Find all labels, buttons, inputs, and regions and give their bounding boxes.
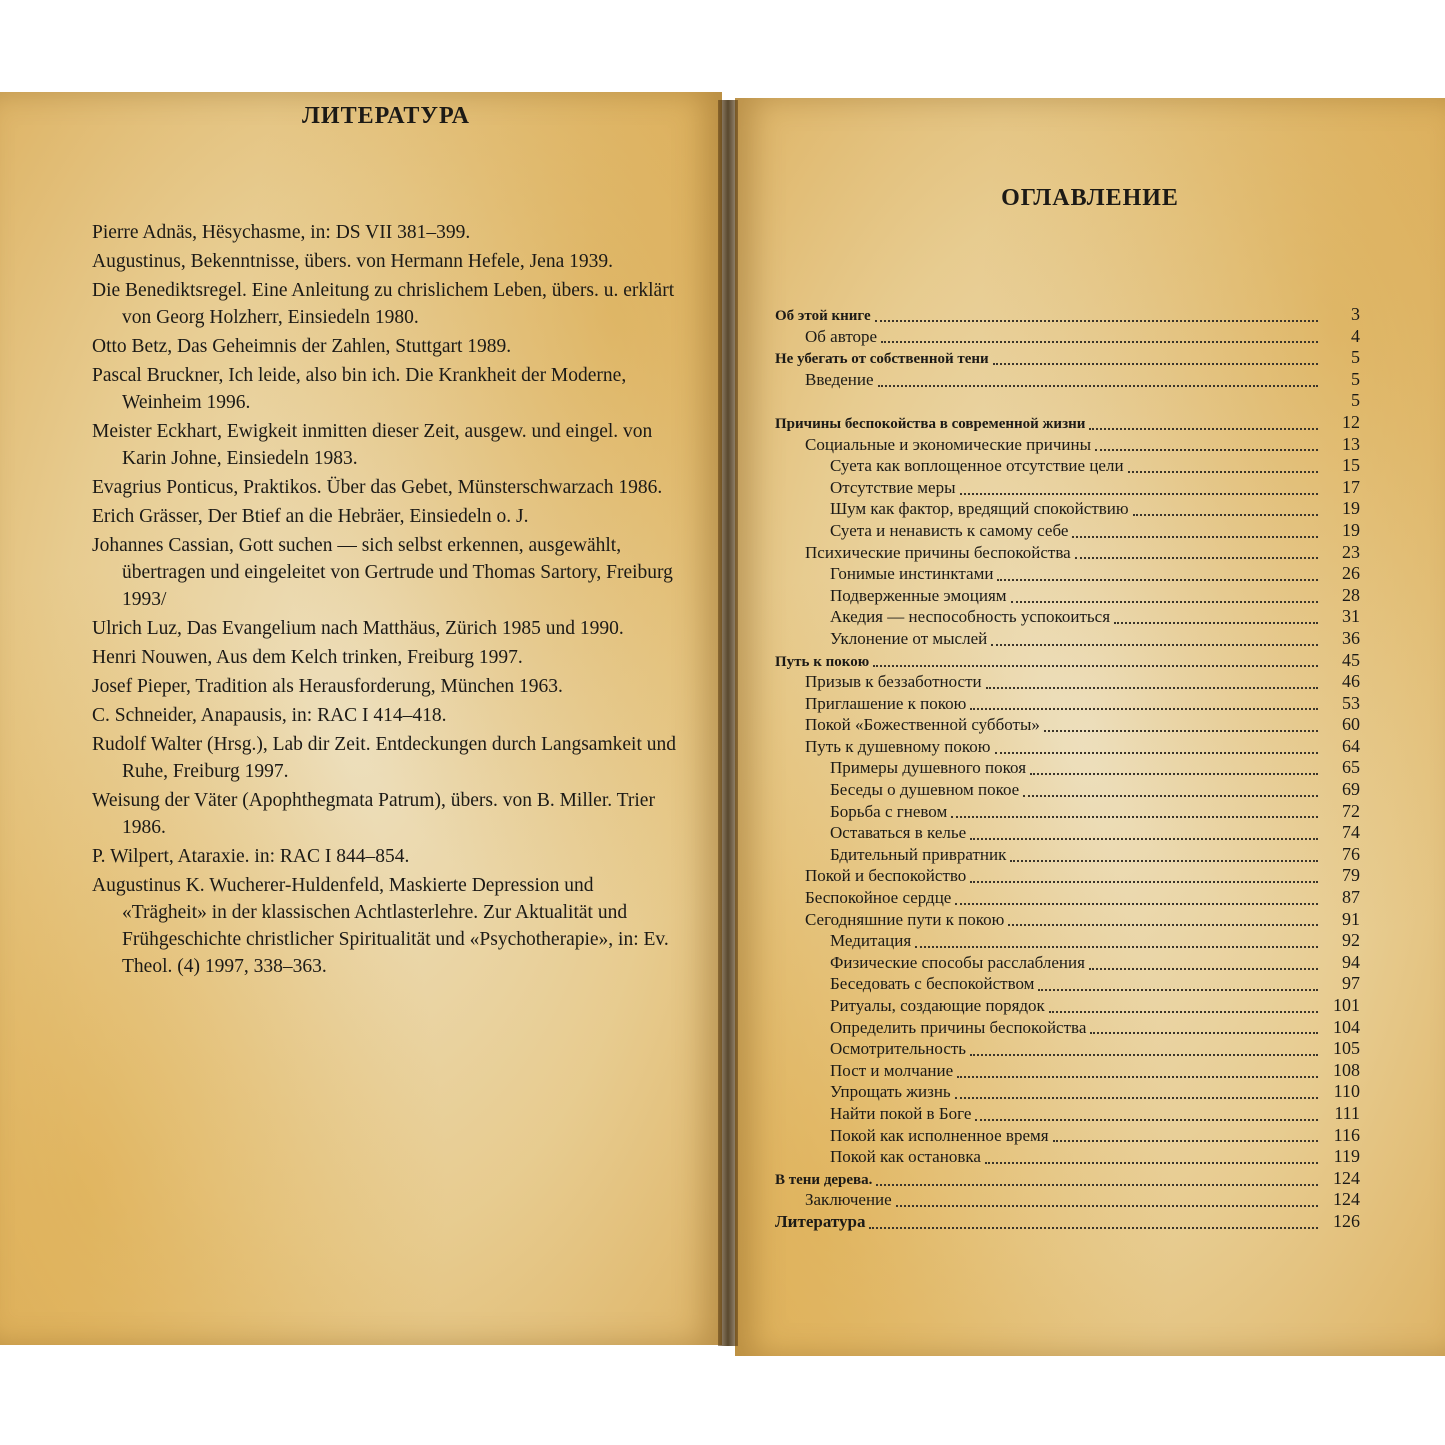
toc-leader-dots	[995, 740, 1318, 754]
toc-leader-dots	[1128, 459, 1318, 473]
toc-entry	[775, 714, 1360, 736]
toc-page-number: 5	[1351, 347, 1360, 368]
toc-page-number: 23	[1342, 541, 1360, 562]
toc-entry	[775, 779, 1360, 801]
toc-entry	[775, 865, 1360, 887]
toc-entry-title: Ритуалы, создающие порядок	[830, 996, 1045, 1015]
toc-entry	[775, 801, 1360, 823]
toc-leader-dots	[970, 826, 1318, 840]
toc-page-number: 53	[1342, 692, 1360, 713]
bibliography-entry: Pascal Bruckner, Ich leide, also bin ich. Die Krankheit der Moderne, Weinheim 1996.	[92, 365, 627, 413]
toc-entry-title: Суета как воплощенное отсутствие цели	[830, 456, 1124, 476]
toc-leader-dots	[970, 1042, 1318, 1056]
toc-entry-title: Покой как исполненное время	[830, 1125, 1049, 1145]
toc-entry-title: Пост и молчание	[830, 1060, 954, 1080]
toc-entry	[775, 952, 1360, 974]
toc-entry-title: Об авторе	[805, 326, 878, 346]
toc-entry	[775, 477, 1360, 499]
bibliography-title: ЛИТЕРАТУРА	[302, 103, 470, 129]
toc-entry-title: Сегодняшние пути к покою	[805, 909, 1005, 929]
toc-leader-dots	[951, 804, 1318, 818]
toc-page-number: 104	[1333, 1016, 1360, 1037]
bibliography-entry: Evagrius Ponticus, Praktikos. Über das Gebet, Münsterschwarzach 1986.	[92, 477, 663, 498]
toc-page-number: 15	[1342, 455, 1360, 476]
toc-page-number: 91	[1342, 908, 1360, 929]
toc-entry	[775, 844, 1360, 866]
toc-entry-title: Гонимые инстинктами	[830, 564, 994, 584]
toc-entry	[775, 455, 1360, 477]
toc-page-number: 116	[1333, 1124, 1360, 1145]
right-page-content	[735, 98, 1445, 1356]
toc-page-number: 74	[1342, 822, 1360, 843]
toc-entry-title: Отсутствие меры	[830, 477, 956, 497]
toc-leader-dots	[1075, 545, 1318, 559]
table-of-contents	[775, 304, 1360, 1233]
toc-page-number: 17	[1342, 476, 1360, 497]
toc-entry	[775, 390, 1360, 412]
toc-entry	[775, 1060, 1360, 1082]
toc-entry-title: Не убегать от собственной тени	[775, 351, 989, 368]
toc-page-number: 19	[1342, 498, 1360, 519]
toc-entry	[775, 1081, 1360, 1103]
toc-leader-dots	[1023, 783, 1318, 797]
toc-leader-dots	[875, 308, 1318, 322]
toc-entry	[775, 585, 1360, 607]
toc-entry	[775, 671, 1360, 693]
toc-entry	[775, 1125, 1360, 1147]
toc-entry	[775, 822, 1360, 844]
toc-entry	[775, 606, 1360, 628]
toc-leader-dots	[957, 1064, 1318, 1078]
toc-entry-title: Физические способы расслабления	[830, 952, 1085, 972]
toc-leader-dots	[1008, 912, 1318, 926]
toc-leader-dots	[986, 675, 1318, 689]
toc-entry-title: Определить причины беспокойства	[830, 1017, 1087, 1037]
toc-entry	[775, 1146, 1360, 1168]
toc-page-number: 105	[1333, 1038, 1360, 1059]
toc-leader-dots	[896, 1193, 1318, 1207]
bibliography-list	[92, 219, 677, 982]
toc-leader-dots	[1089, 416, 1318, 430]
toc-leader-dots	[1053, 1128, 1318, 1142]
toc-entry	[775, 1103, 1360, 1125]
toc-entry-title: Уклонение от мыслей	[830, 628, 988, 648]
toc-entry-title: Найти покой в Боге	[830, 1103, 972, 1123]
toc-entry-title: Причины беспокойства в современной жизни	[775, 415, 1086, 432]
toc-page-number: 31	[1342, 606, 1360, 627]
bibliography-entry: Weisung der Väter (Apophthegmata Patrum), übers. von B. Miller. Trier 1986.	[92, 790, 655, 838]
toc-leader-dots	[873, 653, 1318, 667]
toc-entry	[775, 693, 1360, 715]
toc-leader-dots	[1011, 589, 1318, 603]
toc-entry	[775, 563, 1360, 585]
toc-entry	[775, 628, 1360, 650]
toc-entry-title: Беспокойное сердце	[805, 888, 952, 908]
toc-entry	[775, 412, 1360, 434]
toc-entry	[775, 650, 1360, 672]
toc-leader-dots	[809, 395, 1318, 407]
toc-entry-title: Бдительный привратник	[830, 844, 1007, 864]
toc-entry	[775, 930, 1360, 952]
toc-page-number: 3	[1351, 304, 1360, 324]
toc-leader-dots	[1038, 977, 1318, 991]
toc-page-number: 19	[1342, 519, 1360, 540]
bibliography-entry: Otto Betz, Das Geheimnis der Zahlen, Stuttgart 1989.	[92, 336, 512, 357]
toc-page-number: 72	[1342, 800, 1360, 821]
toc-page-number: 124	[1333, 1167, 1360, 1188]
toc-page-number: 46	[1342, 671, 1360, 692]
toc-page-number: 12	[1342, 411, 1360, 432]
toc-entry-title: Акедия — неспособность успокоиться	[830, 607, 1111, 627]
toc-entry-title: Медитация	[830, 931, 912, 951]
toc-entry	[775, 326, 1360, 348]
toc-entry-title: Приглашение к покою	[805, 693, 967, 713]
toc-page-number: 45	[1342, 649, 1360, 670]
toc-entry-title: Психические причины беспокойства	[805, 542, 1071, 562]
toc-leader-dots	[955, 891, 1318, 905]
toc-entry	[775, 369, 1360, 391]
toc-entry	[775, 995, 1360, 1017]
toc-entry	[775, 520, 1360, 542]
bibliography-entry: Augustinus K. Wucherer-Huldenfeld, Maskierte Depression und «Trägheit» in der klassischen Achtlasterlehre. Zur Aktualität und Frühgeschichte christlicher Spiritualität und «Psychotherapie», in: Ev. Theol. (4) 1997, 338–363.	[92, 875, 669, 977]
toc-page-number: 76	[1342, 843, 1360, 864]
toc-entry	[775, 347, 1360, 369]
toc-page-number: 65	[1342, 757, 1360, 778]
toc-entry-title: Путь к душевному покою	[805, 736, 991, 756]
toc-entry-title: Литература	[775, 1211, 866, 1231]
toc-leader-dots	[1114, 610, 1318, 624]
toc-entry-title: Подверженные эмоциям	[830, 585, 1007, 605]
toc-entry-title: Шум как фактор, вредящий спокойствию	[830, 499, 1129, 519]
toc-leader-dots	[1089, 956, 1318, 970]
toc-page-number: 60	[1342, 714, 1360, 735]
toc-entry-title: Социальные и экономические причины	[805, 434, 1092, 454]
toc-leader-dots	[1049, 999, 1318, 1013]
toc-page-number: 5	[1351, 368, 1360, 389]
toc-entry	[775, 909, 1360, 931]
toc-entry-title: Оставаться в келье	[830, 823, 967, 843]
toc-page-number: 36	[1342, 627, 1360, 648]
toc-entry	[775, 736, 1360, 758]
toc-entry-title: Призыв к беззаботности	[805, 672, 982, 692]
bibliography-entry: P. Wilpert, Ataraxie. in: RAC I 844–854.	[92, 846, 410, 867]
toc-page-number: 4	[1351, 325, 1360, 346]
toc-entry-title: Покой как остановка	[830, 1147, 981, 1167]
toc-page-number: 92	[1342, 930, 1360, 951]
toc-leader-dots	[997, 567, 1318, 581]
toc-leader-dots	[955, 1085, 1318, 1099]
toc-leader-dots	[975, 1107, 1318, 1121]
toc-page-number: 126	[1333, 1210, 1360, 1231]
toc-page-number: 110	[1333, 1081, 1360, 1102]
toc-entry-title: Покой «Божественной субботы»	[805, 715, 1040, 735]
toc-leader-dots	[993, 351, 1318, 365]
toc-entry-title: Заключение	[805, 1190, 892, 1210]
toc-page-number: 119	[1333, 1146, 1360, 1167]
toc-entry	[775, 434, 1360, 456]
bibliography-entry: Erich Grässer, Der Btief an die Hebräer, Einsiedeln o. J.	[92, 506, 529, 527]
toc-page-number: 94	[1342, 951, 1360, 972]
toc-page-number: 79	[1342, 865, 1360, 886]
toc-entry-title: Борьба с гневом	[830, 801, 948, 821]
toc-leader-dots	[1030, 761, 1318, 775]
bibliography-entry: Ulrich Luz, Das Evangelium nach Matthäus, Zürich 1985 und 1990.	[92, 618, 624, 639]
toc-entry-title: Об этой книге	[775, 308, 871, 324]
toc-entry-title: Введение	[805, 369, 874, 389]
toc-entry-title: Покой и беспокойство	[805, 866, 967, 886]
toc-leader-dots	[1090, 1020, 1318, 1034]
toc-entry-title: Беседовать с беспокойством	[830, 974, 1035, 994]
toc-page-number: 108	[1333, 1059, 1360, 1080]
toc-page-number: 111	[1334, 1102, 1360, 1123]
toc-entry	[775, 498, 1360, 520]
bibliography-entry: Die Benediktsregel. Eine Anleitung zu chrislichem Leben, übers. u. erklärt von Georg Holzherr, Einsiedeln 1980.	[92, 280, 675, 328]
bibliography-entry: Josef Pieper, Tradition als Herausforderung, München 1963.	[92, 676, 563, 697]
toc-leader-dots	[985, 1150, 1318, 1164]
toc-entry-title: Осмотрительность	[830, 1039, 967, 1059]
toc-leader-dots	[991, 632, 1318, 646]
toc-page-number: 13	[1342, 433, 1360, 454]
toc-entry	[775, 1017, 1360, 1039]
bibliography-entry: Meister Eckhart, Ewigkeit inmitten dieser Zeit, ausgew. und eingel. von Karin Johne, Einsiedeln 1983.	[92, 421, 653, 469]
bibliography-entry: C. Schneider, Anapausis, in: RAC I 414–418.	[92, 705, 447, 726]
bibliography-entry: Pierre Adnäs, Hësychasme, in: DS VII 381–399.	[92, 222, 471, 243]
toc-leader-dots	[869, 1215, 1318, 1229]
bibliography-entry: Johannes Cassian, Gott suchen — sich selbst erkennen, ausgewählt, übertragen und eingeleitet von Gertrude und Thomas Sartory, Freiburg 1993/	[92, 535, 673, 610]
toc-leader-dots	[881, 329, 1318, 343]
toc-entry	[775, 887, 1360, 909]
toc-leader-dots	[1044, 718, 1318, 732]
toc-leader-dots	[970, 696, 1318, 710]
toc-entry	[775, 973, 1360, 995]
toc-page-number: 5	[1351, 390, 1360, 411]
toc-entry-title: Суета и ненависть к самому себе	[830, 520, 1069, 540]
toc-entry	[775, 304, 1360, 326]
toc-leader-dots	[878, 373, 1318, 387]
toc-entry-title: Беседы о душевном покое	[830, 780, 1020, 800]
toc-entry-title: Примеры душевного покоя	[830, 758, 1027, 778]
toc-title: ОГЛАВЛЕНИЕ	[1001, 185, 1179, 211]
toc-leader-dots	[876, 1172, 1318, 1186]
toc-page-number: 28	[1342, 584, 1360, 605]
toc-page-number: 69	[1342, 779, 1360, 800]
toc-page-number: 64	[1342, 735, 1360, 756]
toc-entry	[775, 542, 1360, 564]
toc-entry-title: В тени дерева.	[775, 1171, 873, 1188]
bibliography-entry: Henri Nouwen, Aus dem Kelch trinken, Freiburg 1997.	[92, 647, 523, 668]
toc-leader-dots	[1133, 502, 1318, 516]
toc-entry	[775, 1168, 1360, 1190]
toc-page-number: 124	[1333, 1189, 1360, 1210]
toc-entry	[775, 1189, 1360, 1211]
toc-leader-dots	[915, 934, 1318, 948]
toc-entry-title: Путь к покою	[775, 653, 870, 670]
toc-leader-dots	[1010, 848, 1318, 862]
bibliography-entry: Augustinus, Bekenntnisse, übers. von Hermann Hefele, Jena 1939.	[92, 251, 613, 272]
toc-page-number: 87	[1342, 887, 1360, 908]
bibliography-entry: Rudolf Walter (Hrsg.), Lab dir Zeit. Entdeckungen durch Langsamkeit und Ruhe, Freiburg 1997.	[92, 734, 676, 782]
toc-page-number: 101	[1333, 995, 1360, 1015]
toc-leader-dots	[970, 869, 1318, 883]
toc-entry-title: Упрощать жизнь	[830, 1082, 951, 1102]
toc-page-number: 26	[1342, 563, 1360, 584]
toc-entry	[775, 1211, 1360, 1233]
toc-leader-dots	[960, 481, 1319, 495]
toc-page-number: 97	[1342, 973, 1360, 994]
toc-leader-dots	[1095, 437, 1318, 451]
toc-leader-dots	[1072, 524, 1318, 538]
toc-entry	[775, 757, 1360, 779]
toc-entry	[775, 1038, 1360, 1060]
